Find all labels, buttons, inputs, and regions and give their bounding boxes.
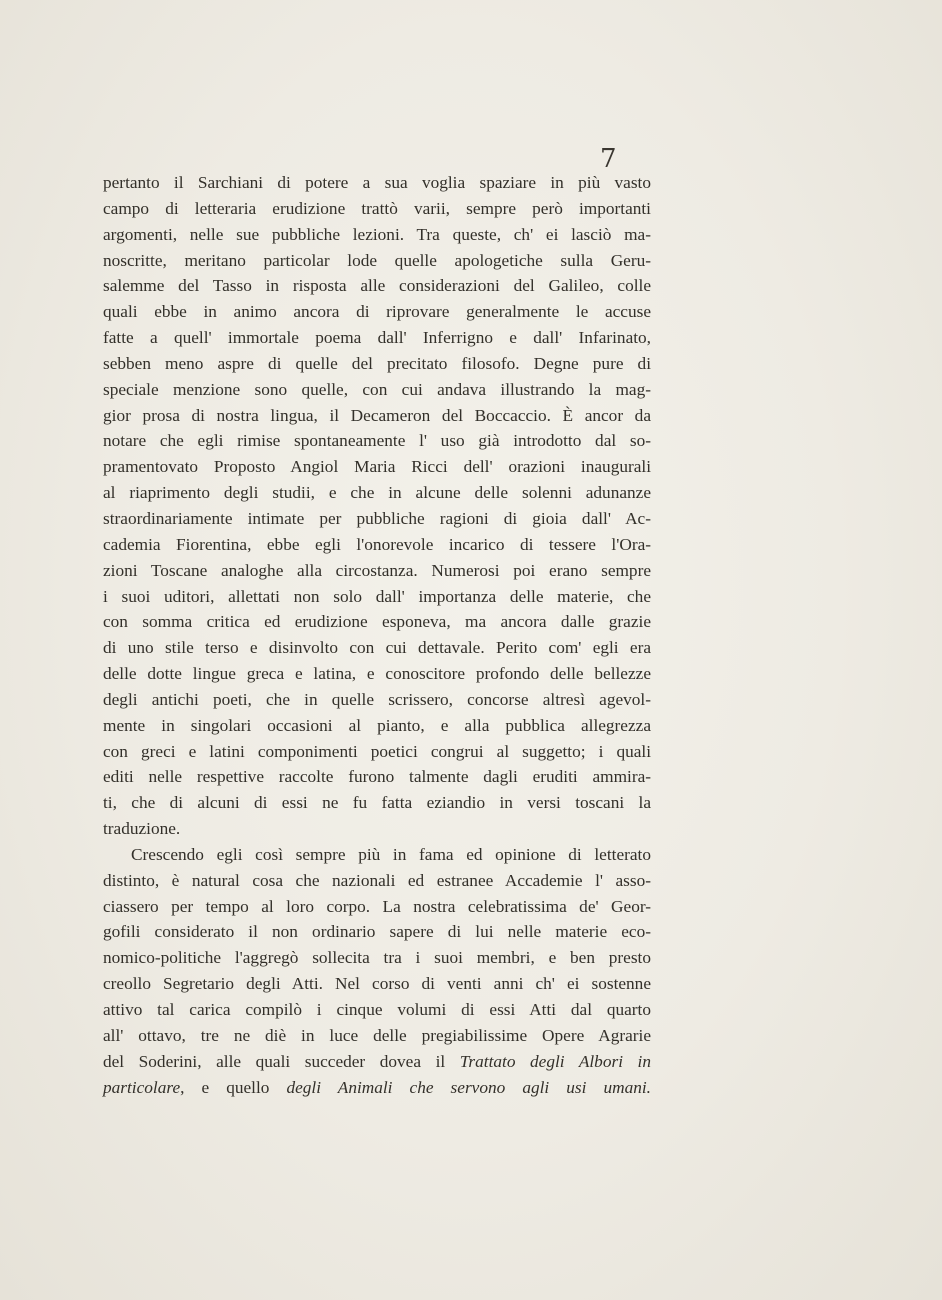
text-line: i suoi uditori, allettati non solo dall' importanza delle materie, che [103,586,651,606]
text-line: pertanto il Sarchiani di potere a sua voglia spaziare in più vasto [103,173,651,192]
text-line: fatte a quell' immortale poema dall' Inferrigno e dall' Infarinato, [103,328,651,348]
text-line: straordinariamente intimate per pubbliche ragioni di gioia dall' Ac- [103,508,651,528]
text-line: all' ottavo, tre ne diè in luce delle pregiabilissime Opere Agrarie [103,1025,651,1045]
text-line: argomenti, nelle sue pubbliche lezioni. Tra queste, ch' ei lasciò ma- [103,224,651,244]
text-line: creollo Segretario degli Atti. Nel corso di venti anni ch' ei sostenne [103,974,651,994]
text-line: traduzione. [103,819,181,839]
italic-title: particolare [103,1077,181,1097]
text-line: con greci e latini componimenti poetici congrui al suggetto; i quali [103,741,651,761]
text-line: di uno stile terso e disinvolto con cui dettavale. Perito com' egli era [103,638,651,658]
text-line: notare che egli rimise spontaneamente l' uso già introdotto dal so- [103,431,651,451]
text-line-mixed [103,1049,651,1075]
text-line: salemme del Tasso in risposta alle considerazioni del Galileo, colle [103,276,651,296]
text-line: attivo tal carica compilò i cinque volumi di essi Atti dal quarto [103,1000,651,1019]
page-number: 7 [600,144,617,174]
text-line: quali ebbe in animo ancora di riprovare generalmente le accuse [103,302,651,322]
text-line: gior prosa di nostra lingua, il Decameron del Boccaccio. È ancor da [103,405,651,425]
text-line: con somma critica ed erudizione esponeva, ma ancora dalle grazie [103,612,651,632]
text-line: cademia Fiorentina, ebbe egli l'onorevole incarico di tessere l'Ora- [103,534,651,554]
text-line: Crescendo egli così sempre più in fama ed opinione di letterato [131,844,651,864]
paragraph-1 [103,170,651,842]
text-line: pramentovato Proposto Angiol Maria Ricci dell' orazioni inaugurali [103,457,651,477]
italic-title: Trattato degli Albori in [459,1051,651,1071]
paragraph-2 [103,842,651,1100]
italic-title: degli Animali che servono agli usi umani. [286,1077,651,1097]
text-line: ciassero per tempo al loro corpo. La nostra celebratissima de' Geor- [103,896,651,916]
text-line-mixed [103,1075,651,1101]
body-text [103,170,651,1100]
text-line: delle dotte lingue greca e latina, e conoscitore profondo delle bellezze [103,664,651,684]
text-line: noscritte, meritano particolar lode quelle apologetiche sulla Geru- [103,250,651,270]
text-line: mente in singolari occasioni al pianto, e alla pubblica allegrezza [103,715,651,735]
text-line: ti, che di alcuni di essi ne fu fatta eziandio in versi toscani la [103,793,651,813]
text-line: editi nelle respettive raccolte furono talmente dagli eruditi ammira- [103,767,651,787]
text-line: gofili considerato il non ordinario sapere di lui nelle materie eco- [103,922,651,942]
text-run: del Soderini, alle quali succeder dovea il [103,1051,460,1071]
text-line: speciale menzione sono quelle, con cui andava illustrando la mag- [103,379,651,399]
text-run: , e quello [180,1077,287,1097]
text-line: sebben meno aspre di quelle del precitato filosofo. Degne pure di [103,353,651,373]
text-line: degli antichi poeti, che in quelle scrissero, concorse altresì agevol- [103,689,651,709]
text-line: nomico-politiche l'aggregò sollecita tra i suoi membri, e ben presto [103,948,651,968]
text-line: campo di letteraria erudizione trattò varii, sempre però importanti [103,198,651,218]
text-line: distinto, è natural cosa che nazionali ed estranee Accademie l' asso- [103,870,651,890]
text-line: al riaprimento degli studii, e che in alcune delle solenni adunanze [103,483,651,503]
text-line: zioni Toscane analoghe alla circostanza. Numerosi poi erano sempre [103,560,651,580]
